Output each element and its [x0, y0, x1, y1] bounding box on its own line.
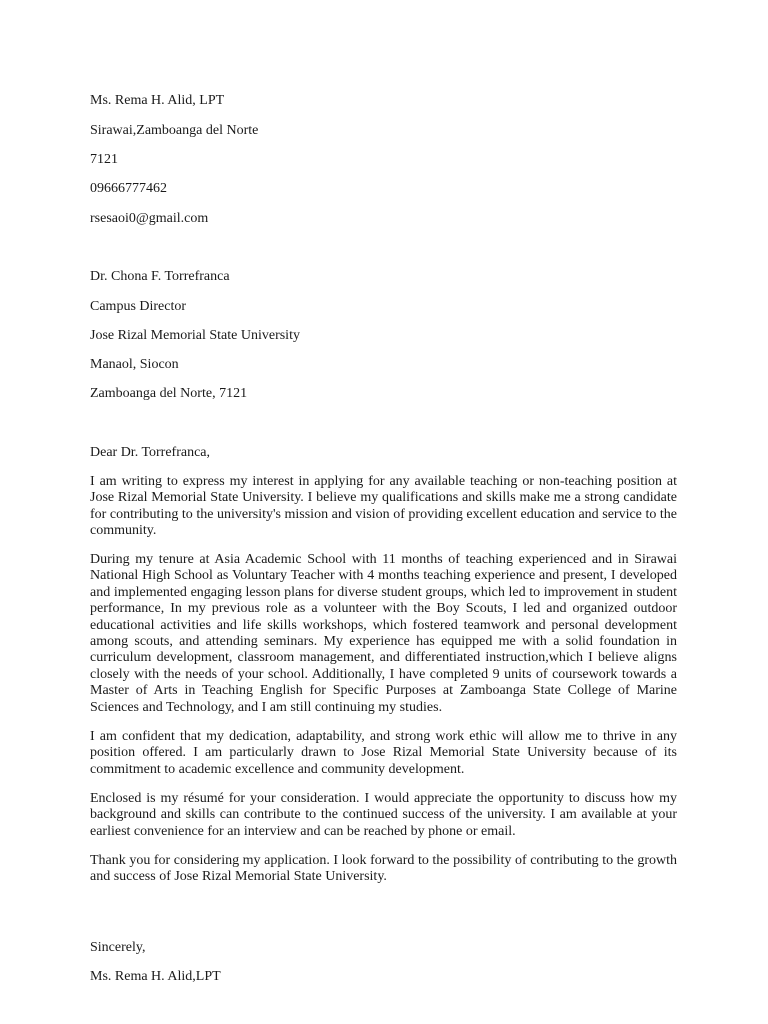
body-paragraph-2: During my tenure at Asia Academic School with 11 months of teaching experienced and in Sirawai National High School as Voluntary Teacher with 4 months teaching experience and present, I developed and implemented engaging lesson plans for diverse student groups, which led to improvement in student performance, In my previous role as a volunteer with the Boy Scouts, I led and organized outdoor educational activities and life skills workshops, which fostered teamwork and personal development among scouts, and attending seminars. My experience has equipped me with a solid foundation in curriculum development, classroom management, and differentiated instruction,which I believe aligns closely with the needs of your school. Additionally, I have completed 9 units of coursework towards a Master of Arts in Teaching English for Specific Purposes at Zamboanga State College of Marine Sciences and Technology, and I am still continuing my studies. [90, 552, 677, 715]
salutation: Dear Dr. Torrefranca, [90, 445, 211, 460]
body-paragraph-4: Enclosed is my résumé for your consideration. I would appreciate the opportunity to discuss how my background and skills can contribute to the continued success of the university. I am available at your earliest convenience for an interview and can be reached by phone or email. [90, 791, 677, 839]
recipient-address-line2: Zamboanga del Norte, 7121 [90, 386, 248, 401]
body-paragraph-5: Thank you for considering my application. I look forward to the possibility of contributing to the growth and success of Jose Rizal Memorial State University. [90, 853, 677, 885]
sender-address: Sirawai,Zamboanga del Norte [90, 123, 259, 138]
body-paragraph-3: I am confident that my dedication, adaptability, and strong work ethic will allow me to thrive in any position offered. I am particularly drawn to Jose Rizal Memorial State University because of its commitment to academic excellence and community development. [90, 729, 677, 777]
closing: Sincerely, [90, 940, 146, 955]
sender-email: rsesaoi0@gmail.com [90, 211, 209, 226]
sender-name: Ms. Rema H. Alid, LPT [90, 93, 225, 108]
recipient-address-line1: Manaol, Siocon [90, 357, 179, 372]
recipient-name: Dr. Chona F. Torrefranca [90, 269, 230, 284]
sender-zip: 7121 [90, 152, 118, 167]
recipient-title: Campus Director [90, 299, 187, 314]
recipient-institution: Jose Rizal Memorial State University [90, 328, 300, 343]
sender-phone: 09666777462 [90, 181, 167, 196]
body-paragraph-1: I am writing to express my interest in applying for any available teaching or non-teaching position at Jose Rizal Memorial State University. I believe my qualifications and skills make me a strong candidate for contributing to the university's mission and vision of providing excellent education and service to the community. [90, 474, 677, 539]
signature-name: Ms. Rema H. Alid,LPT [90, 969, 221, 984]
